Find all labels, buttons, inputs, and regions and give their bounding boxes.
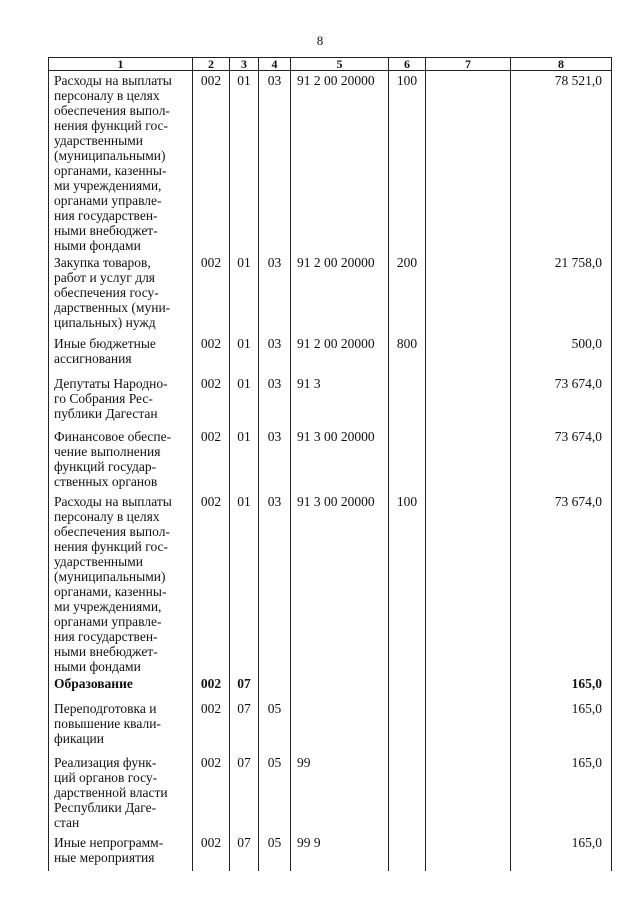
target-article-code: 99 9 [291,833,389,871]
row-name-line: обеспечения госу- [54,285,159,300]
row-name [49,427,193,492]
column-7-value [426,253,511,334]
column-7-value [426,334,511,374]
row-name-line: нения функций гос- [54,539,169,554]
section-code: 07 [230,833,259,871]
column-7-value [426,427,511,492]
column-header: 1 [49,58,193,71]
table-row [49,699,612,753]
amount: 500,0 [511,334,612,374]
section-code: 01 [230,492,259,674]
amount: 73 674,0 [511,427,612,492]
amount: 165,0 [511,753,612,833]
row-name-line: органами управле- [54,614,162,629]
section-code: 01 [230,374,259,427]
row-name-line: Иные бюджетные [54,336,156,351]
row-name-line: ударственными [54,554,143,569]
section-code: 07 [230,699,259,753]
expense-type-code: 800 [389,334,426,374]
table-row [49,833,612,871]
row-name-line: го Собрания Рес- [54,391,153,406]
row-name-line: Расходы на выплаты [54,73,172,88]
row-name-line: персоналу в целях [54,509,160,524]
expense-type-code [389,833,426,871]
budget-table [48,57,612,871]
row-name-line: ми учреждениями, [54,599,162,614]
ministry-code: 002 [193,753,230,833]
amount: 73 674,0 [511,374,612,427]
row-name-line: повышение квали- [54,716,161,731]
column-header: 7 [426,58,511,71]
ministry-code: 002 [193,699,230,753]
row-name [49,71,193,254]
subsection-code: 03 [259,427,291,492]
column-7-value [426,753,511,833]
column-header: 2 [193,58,230,71]
expense-type-code [389,427,426,492]
section-code: 01 [230,427,259,492]
target-article-code: 99 [291,753,389,833]
header-row [49,58,612,71]
row-name-line: ными внебюджет- [54,223,158,238]
row-name [49,753,193,833]
row-name-line: ния государствен- [54,629,158,644]
row-name [49,699,193,753]
row-name-line: Реализация функ- [54,755,157,770]
row-name-line: органами управле- [54,193,162,208]
section-code: 07 [230,753,259,833]
table-row [49,492,612,674]
table-row [49,253,612,334]
row-name [49,253,193,334]
row-name-line: ассигнования [54,351,132,366]
row-name-line: публики Дагестан [54,406,158,421]
table-row [49,427,612,492]
row-name-line: (муниципальными) [54,148,166,163]
row-name-line: ными фондами [54,238,141,253]
expense-type-code [389,374,426,427]
row-name-line: ные мероприятия [54,850,155,865]
section-code: 07 [230,674,259,699]
ministry-code: 002 [193,674,230,699]
column-7-value [426,374,511,427]
table-row [49,71,612,254]
row-name-line: дарственной власти [54,785,168,800]
row-name-line: ственных органов [54,474,158,489]
row-name-line: органами, казенны- [54,584,167,599]
ministry-code: 002 [193,427,230,492]
amount: 73 674,0 [511,492,612,674]
row-name-line: обеспечения выпол- [54,103,170,118]
subsection-code: 05 [259,833,291,871]
row-name-line: ций органов госу- [54,770,158,785]
row-name-line: Закупка товаров, [54,255,151,270]
ministry-code: 002 [193,253,230,334]
expense-type-code [389,674,426,699]
amount: 165,0 [511,674,612,699]
row-name-line: стан [54,815,80,830]
subsection-code: 03 [259,71,291,254]
column-header: 5 [291,58,389,71]
column-7-value [426,71,511,254]
section-code: 01 [230,71,259,254]
table-row [49,753,612,833]
row-name [49,492,193,674]
expense-type-code: 100 [389,492,426,674]
ministry-code: 002 [193,492,230,674]
row-name-line: ми учреждениями, [54,178,162,193]
target-article-code: 91 3 [291,374,389,427]
table-row [49,374,612,427]
row-name-line: функций государ- [54,459,157,474]
row-name [49,334,193,374]
amount: 78 521,0 [511,71,612,254]
row-name-line: работ и услуг для [54,270,156,285]
column-header: 3 [230,58,259,71]
row-name-line: Иные непрограмм- [54,835,164,850]
expense-type-code [389,753,426,833]
row-name-line: ципальных) нужд [54,315,156,330]
row-name-line: чение выполнения [54,444,161,459]
column-header: 6 [389,58,426,71]
subsection-code: 03 [259,374,291,427]
row-name-line: ными фондами [54,659,141,674]
target-article-code [291,699,389,753]
subsection-code: 03 [259,334,291,374]
expense-type-code: 100 [389,71,426,254]
subsection-code: 03 [259,253,291,334]
subsection-code [259,674,291,699]
amount: 21 758,0 [511,253,612,334]
expense-type-code: 200 [389,253,426,334]
row-name-line: обеспечения выпол- [54,524,170,539]
target-article-code [291,674,389,699]
target-article-code: 91 2 00 20000 [291,334,389,374]
ministry-code: 002 [193,374,230,427]
row-name-line: Республики Даге- [54,800,157,815]
ministry-code: 002 [193,833,230,871]
row-name-line: органами, казенны- [54,163,167,178]
table-row [49,674,612,699]
row-name-line: персоналу в целях [54,88,160,103]
table-body [49,71,612,872]
amount: 165,0 [511,699,612,753]
column-7-value [426,833,511,871]
row-name-line: ния государствен- [54,208,158,223]
row-name-line: Расходы на выплаты [54,494,172,509]
row-name-line: (муниципальными) [54,569,166,584]
target-article-code: 91 3 00 20000 [291,427,389,492]
section-code: 01 [230,253,259,334]
column-7-value [426,492,511,674]
page-number: 8 [316,33,324,48]
row-name-line: Финансовое обеспе- [54,429,172,444]
column-7-value [426,674,511,699]
ministry-code: 002 [193,71,230,254]
row-name-line: фикации [54,731,104,746]
row-name-line: ными внебюджет- [54,644,158,659]
row-name-line: нения функций гос- [54,118,169,133]
column-7-value [426,699,511,753]
row-name-line: Переподготовка и [54,701,157,716]
target-article-code: 91 2 00 20000 [291,71,389,254]
subsection-code: 03 [259,492,291,674]
row-name-line: Депутаты Народно- [54,376,168,391]
row-name-line: дарственных (муни- [54,300,171,315]
row-name [49,674,193,699]
target-article-code: 91 2 00 20000 [291,253,389,334]
amount: 165,0 [511,833,612,871]
column-header: 4 [259,58,291,71]
column-header: 8 [511,58,612,71]
row-name-line: ударственными [54,133,143,148]
expense-type-code [389,699,426,753]
subsection-code: 05 [259,753,291,833]
section-code: 01 [230,334,259,374]
subsection-code: 05 [259,699,291,753]
row-name [49,374,193,427]
row-name-line: Образование [54,676,133,691]
table-row [49,334,612,374]
target-article-code: 91 3 00 20000 [291,492,389,674]
ministry-code: 002 [193,334,230,374]
row-name [49,833,193,871]
